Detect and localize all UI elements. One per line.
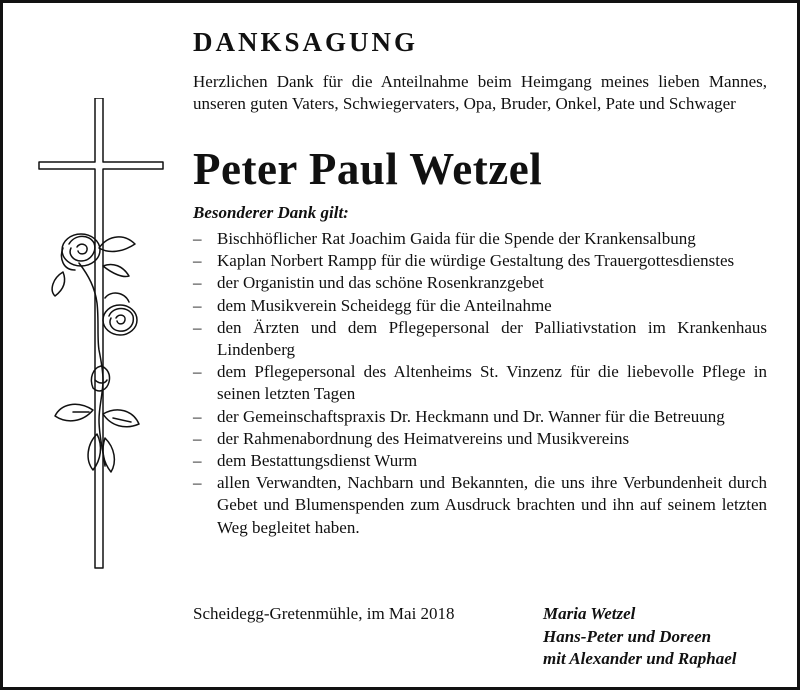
intro-text: Herzlichen Dank für die Anteilnahme beim Heimgang meines lieben Mannes, unseren guten Vaters, Schwiegervaters, Opa, Bruder, Onkel, Pate und Schwager [193,72,767,113]
bullet-dash: – [193,229,202,248]
bullet-dash: – [193,362,202,382]
list-item [193,317,767,361]
cross-with-roses-icon [33,98,173,608]
bullet-dash: – [193,273,202,293]
bullet-dash: – [193,251,202,271]
list-item-text: dem Bestattungsdienst Wurm [217,451,418,471]
signers-block [543,603,736,671]
notice-heading: DANKSAGUNG [193,27,419,57]
bullet-dash: – [193,317,202,337]
list-item [193,406,767,428]
list-item-text: der Rahmenabordnung des Heimatvereins und Musikvereins [217,428,630,448]
list-item-text: allen Verwandten, Nachbarn und Bekannten, die uns ihre Verbundenheit durch Gebet und Blumenspenden zum Ausdruck brachten und ihn auf seinem letzten Weg begleitet haben. [217,473,767,537]
signer-line: Hans-Peter und Doreen [543,626,712,646]
list-item-text: den Ärzten und dem Pflegepersonal der Palliativstation im Krankenhaus Lindenberg [217,317,767,360]
list-item [193,450,767,472]
bullet-dash: – [193,295,202,315]
bullet-dash: – [193,473,202,493]
bullet-dash: – [193,428,202,448]
list-item [193,428,767,450]
list-item-text: Bischhöflicher Rat Joachim Gaida für die Spende der Krankensalbung [217,229,696,248]
signer-line: mit Alexander und Raphael [543,649,737,668]
list-item [193,250,767,272]
list-item [193,361,767,405]
list-item-text: dem Musikverein Scheidegg für die Anteilnahme [217,295,552,315]
list-item [193,472,767,539]
list-item-text: dem Pflegepersonal des Altenheims St. Vinzenz für die liebevolle Pflege in seinen letzten Tagen [217,362,767,404]
thanks-list [193,228,767,539]
bullet-dash: – [193,451,202,471]
bullet-dash: – [193,406,202,426]
thanks-heading: Besonderer Dank gilt: [193,203,349,222]
list-item-text: der Organistin und das schöne Rosenkranzgebet [217,273,544,293]
list-item-text: Kaplan Norbert Rampp für die würdige Gestaltung des Trauergottesdienstes [217,251,735,271]
list-item [193,228,767,250]
place-date: Scheidegg-Gretenmühle, im Mai 2018 [193,604,455,623]
signer-line: Maria Wetzel [543,604,636,623]
list-item [193,295,767,317]
list-item-text: der Gemeinschaftspraxis Dr. Heckmann und Dr. Wanner für die Betreuung [217,406,725,426]
list-item [193,272,767,294]
deceased-name: Peter Paul Wetzel [193,144,543,194]
